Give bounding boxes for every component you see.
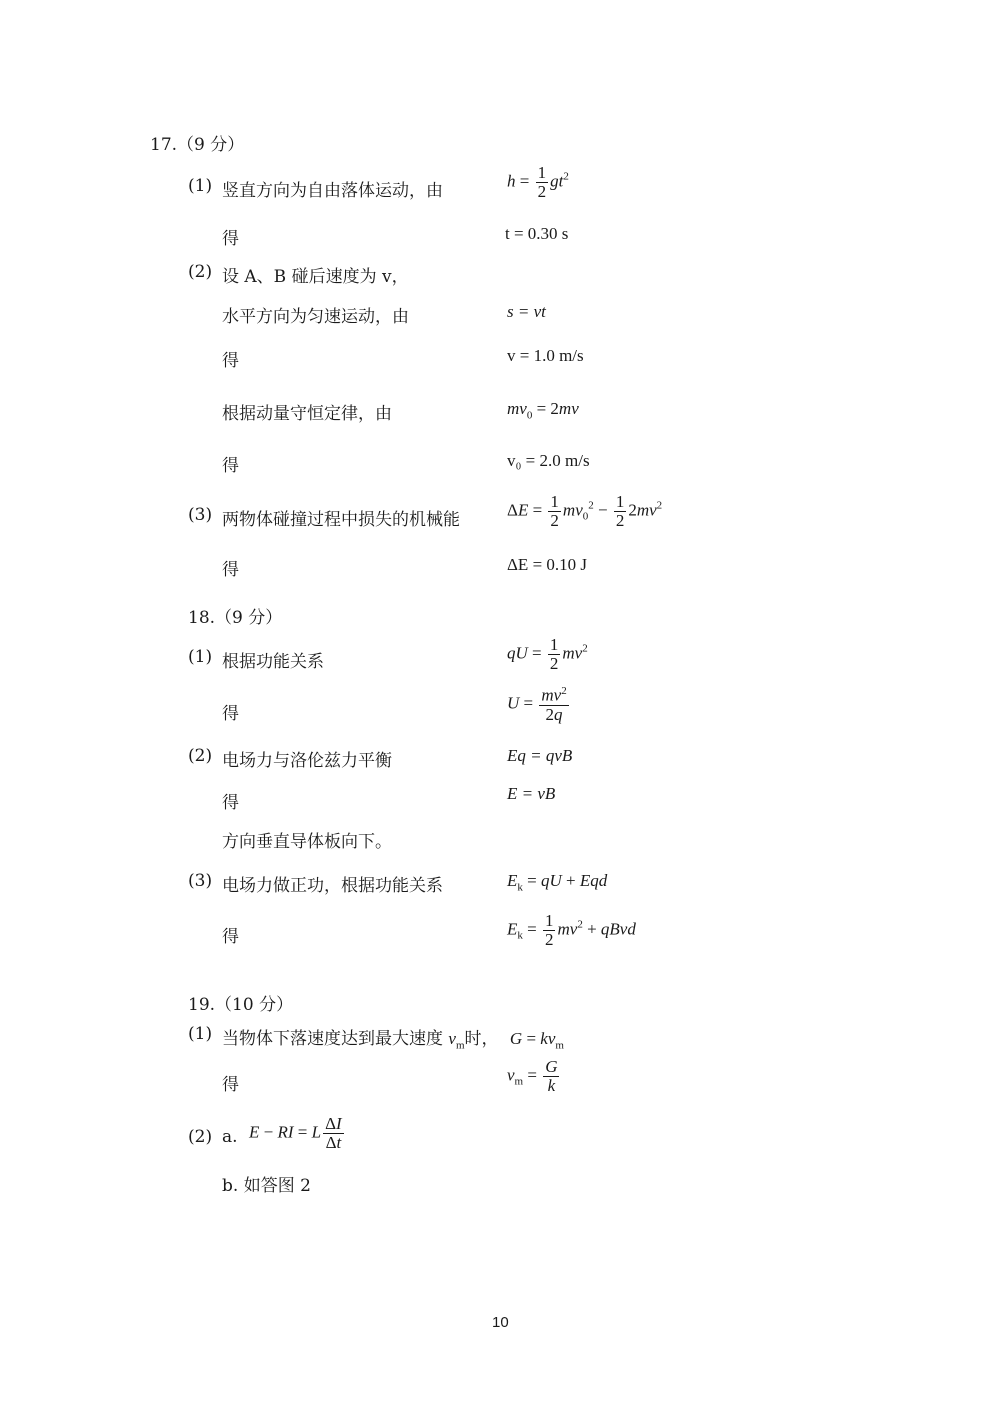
q17-eq-deltaE-value: ΔE = 0.10 J [507, 555, 588, 574]
q17-p2-de2: 得 [222, 456, 239, 476]
q18-p2-de: 得 [222, 793, 239, 813]
q18-eq-Ek-result: $E_k$ = $\frac{1}{2}$ $mv^2$ + qBvd [507, 911, 636, 949]
q19-header: 19.（10 分） [188, 995, 294, 1015]
q17-p3-text: 两物体碰撞过程中损失的机械能 [222, 510, 460, 530]
q18-header: 18.（9 分） [188, 608, 283, 628]
q17-p1-text: 竖直方向为自由落体运动，由 [222, 181, 443, 201]
q19-eq-circuit: E − RI = L $\frac{\Delta I}{\Delta t}$ [249, 1114, 342, 1152]
q18-p2-direction: 方向垂直导体板向下。 [222, 832, 392, 852]
q19-p2-a-label: a. [222, 1127, 238, 1147]
q19-p2-num: (2) [188, 1127, 213, 1147]
q18-p3-text: 电场力做正功，根据功能关系 [222, 876, 443, 896]
q17-p3-num: (3) [188, 505, 213, 525]
q17-p2-text3: 根据动量守恒定律，由 [222, 404, 392, 424]
q17-eq-v0: v₀ = 2.0 m/s [507, 451, 590, 470]
q17-p2-text2: 水平方向为匀速运动，由 [222, 307, 409, 327]
q19-p1-line [222, 1024, 564, 1051]
q17-eq-deltaE: ΔE = $\frac{1}{2}$ $mv_0^2$ − $\frac{1}{2}$ $2mv^2$ [507, 492, 663, 530]
q17-p2-num: (2) [188, 262, 213, 282]
q17-eq-v: v = 1.0 m/s [507, 346, 584, 365]
page-number: 10 [492, 1314, 509, 1331]
q17-eq-t: t = 0.30 s [505, 224, 569, 243]
q17-p1-de: 得 [222, 229, 239, 249]
q19-vm-symbol: $v_m$ [448, 1029, 465, 1052]
q17-eq-momentum: $mv_0 = 2mv$ [507, 399, 579, 422]
q19-eq-G: $G = kv_m$ [509, 1029, 564, 1052]
q18-eq-Ek: $E_k$ = qU + Eqd [507, 871, 608, 894]
q18-eq-U: U = $\frac{mv^2}{2q}$ [507, 685, 567, 724]
q18-p2-num: (2) [188, 746, 213, 766]
q17-p3-de: 得 [222, 560, 239, 580]
q18-eq-qU: qU = $\frac{1}{2}$ $mv^2$ [507, 635, 588, 673]
q18-eq-balance: Eq = qvB [507, 746, 573, 765]
q18-eq-E: E = vB [507, 784, 556, 803]
q19-p1-de: 得 [222, 1075, 239, 1095]
q18-p3-num: (3) [188, 871, 213, 891]
q18-p1-num: (1) [188, 647, 213, 667]
q17-header: 17.（9 分） [150, 135, 245, 155]
q17-p2-text1: 设 A、B 碰后速度为 v， [222, 267, 409, 287]
q19-p1-num: (1) [188, 1024, 213, 1044]
q18-p1-text: 根据功能关系 [222, 652, 324, 672]
q17-eq-s: s = vt [507, 302, 546, 321]
q17-p2-de1: 得 [222, 351, 239, 371]
q19-p1-text: 当物体下落速度达到最大速度 [222, 1029, 443, 1049]
q19-eq-vm: $v_m$ = $\frac{G}{k}$ [507, 1057, 558, 1095]
q18-p3-de: 得 [222, 927, 239, 947]
q17-p1-num: (1) [188, 176, 213, 196]
q19-p1-shi: 时， [464, 1029, 499, 1049]
q18-p2-text: 电场力与洛伦兹力平衡 [222, 751, 392, 771]
q17-eq-h: h = $\frac{1}{2}$ $gt^2$ [507, 163, 569, 201]
q18-p1-de: 得 [222, 704, 239, 724]
q19-p2-b: b. 如答图 2 [222, 1176, 311, 1196]
